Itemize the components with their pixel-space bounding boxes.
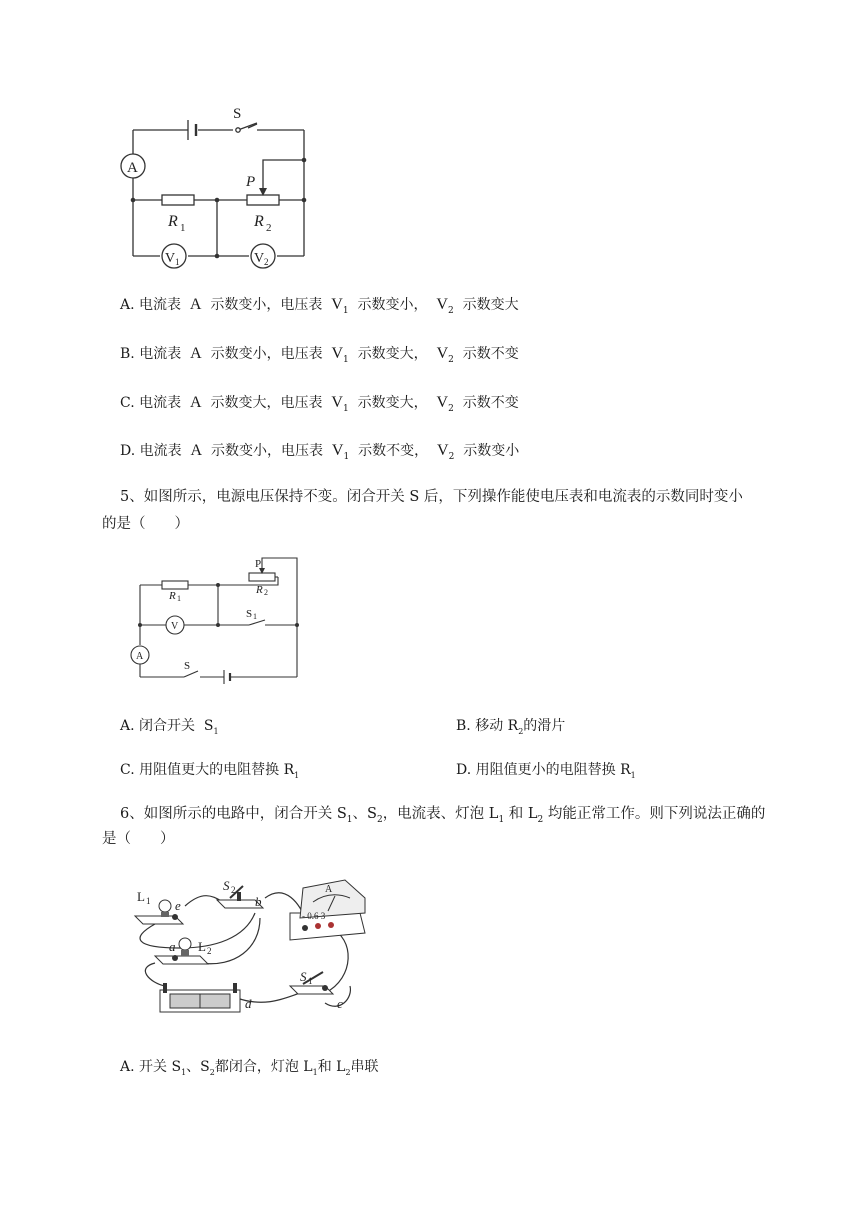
q6-node-e: e — [175, 898, 181, 913]
v2-label: V — [254, 251, 265, 266]
q6-s2-sub: 2 — [231, 885, 236, 895]
q5-option-b[interactable]: B. 移动 $R_2$的滑片 — [456, 718, 566, 736]
q6-l1-sub: 1 — [146, 896, 151, 906]
circuit-diagram-q4 — [110, 98, 320, 273]
q5-ammeter-label: A — [136, 651, 144, 662]
q4-option-a[interactable]: A. 电流表 A 示数变小，电压表 $V_1$ 示数变小， $V_2$ 示数变大 — [120, 296, 519, 316]
v1-label: V — [165, 251, 176, 266]
q5-option-d[interactable]: D. 用阻值更小的电阻替换 $R_1$ — [456, 762, 636, 780]
ammeter-label: A — [127, 160, 138, 176]
q6-s1-label: S — [300, 969, 307, 984]
q5-s-label: S — [184, 660, 191, 672]
q6-l2-sub: 2 — [207, 946, 212, 956]
q5-r2-label: R — [256, 584, 263, 596]
v1-subscript: 1 — [175, 257, 180, 267]
q5-s1-label: S — [246, 608, 253, 620]
q5-stem-line1: 5、如图所示，电源电压保持不变。闭合开关 S 后，下列操作能使电压表和电流表的示数同时变小 — [120, 489, 743, 505]
q6-l1-label: L — [137, 889, 145, 904]
q5-option-a[interactable]: A. 闭合开关 $S_1$ — [120, 718, 219, 736]
circuit-photo-q6 — [125, 868, 375, 1028]
q6-stem-line1: 6、如图所示的电路中，闭合开关 $S_1$、$S_2$，电流表、灯泡 $L_1$ 和 $L_2$ 均能正常工作。则下列说法正确的 — [120, 806, 766, 825]
q5-stem — [120, 484, 820, 511]
q4-option-c[interactable]: C. 电流表 A 示数变大，电压表 $V_1$ 示数变大， $V_2$ 示数不变 — [120, 394, 519, 414]
q6-option-a[interactable]: A. 开关 $S_1$、$S_2$都闭合，灯泡 $L_1$和 $L_2$串联 — [120, 1059, 379, 1077]
q5-r1-sub: 1 — [177, 594, 181, 603]
q6-node-d: d — [245, 996, 252, 1011]
r2-subscript: 2 — [266, 222, 272, 234]
q5-s1-sub: 1 — [253, 612, 257, 621]
switch-label: S — [233, 106, 242, 122]
pointer-label: P — [246, 174, 256, 190]
r2-label: R — [254, 213, 264, 230]
r1-label: R — [168, 213, 178, 230]
v2-subscript: 2 — [264, 257, 269, 267]
q6-node-b: b — [255, 894, 262, 909]
q4-option-d[interactable]: D. 电流表 A 示数变小，电压表 $V_1$ 示数不变， $V_2$ 示数变小 — [120, 442, 520, 462]
q6-node-c: c — [337, 996, 343, 1011]
q5-stem-line2: 的是（ ） — [102, 516, 189, 532]
q5-voltmeter-label: V — [171, 621, 179, 632]
q6-s1-sub: 1 — [308, 976, 313, 986]
q4-option-b[interactable]: B. 电流表 A 示数变小，电压表 $V_1$ 示数变大， $V_2$ 示数不变 — [120, 345, 519, 365]
q6-node-a: a — [169, 939, 176, 954]
circuit-diagram-q5 — [122, 553, 307, 688]
q5-p-label: P — [255, 558, 262, 570]
q5-option-c[interactable]: C. 用阻值更大的电阻替换 $R_1$ — [120, 762, 300, 780]
q6-meter-scale: - 0.6 3 — [302, 911, 326, 921]
r1-subscript: 1 — [180, 222, 186, 234]
q6-stem-line2: 是（ ） — [102, 831, 175, 847]
q5-r1-label: R — [169, 590, 176, 602]
q6-s2-label: S — [223, 878, 230, 893]
q5-r2-sub: 2 — [264, 588, 268, 597]
q6-meter-label: A — [325, 884, 333, 895]
q6-l2-label: L — [198, 939, 206, 954]
